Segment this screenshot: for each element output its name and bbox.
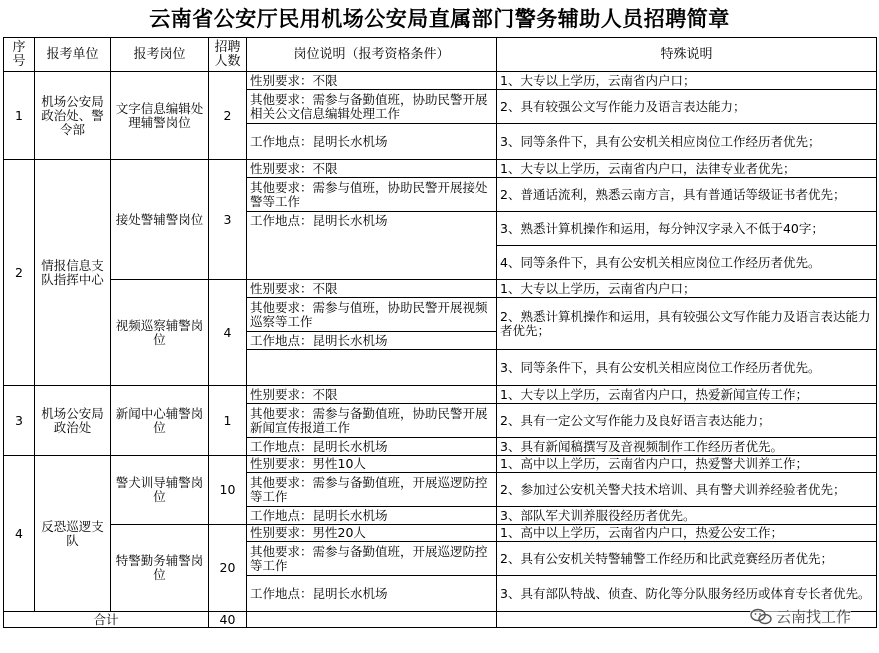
position-count: 1 <box>209 386 247 456</box>
special-item: 3、部队军犬训养服役经历者优先。 <box>497 507 877 525</box>
position-gender: 性别要求：男性20人 <box>247 525 497 542</box>
position-count: 10 <box>209 456 247 525</box>
group-unit: 机场公安局政治处 <box>35 386 111 456</box>
position-location: 工作地点：昆明长水机场 <box>247 507 497 525</box>
special-item: 1、大专以上学历，云南省内户口； <box>497 72 877 90</box>
group-unit: 机场公安局政治处、警令部 <box>35 72 111 160</box>
total-label: 合计 <box>4 612 209 628</box>
position-name: 文字信息编辑处理辅警岗位 <box>111 72 209 160</box>
position-other: 其他要求：需参与备勤值班，协助民警开展相关公文信息编辑处理工作 <box>247 90 497 124</box>
position-location: 工作地点：昆明长水机场 <box>247 124 497 160</box>
header-unit: 报考单位 <box>35 38 111 72</box>
special-item: 2、普通话流利，熟悉云南方言，具有普通话等级证书者优先； <box>497 178 877 212</box>
recruitment-table <box>3 37 877 628</box>
special-item: 2、具有一定公文写作能力及良好语言表达能力； <box>497 404 877 438</box>
position-location: 工作地点：昆明长水机场 <box>247 576 497 612</box>
special-item: 1、高中以上学历，云南省内户口，热爱警犬训养工作； <box>497 456 877 473</box>
empty-cell <box>247 350 497 386</box>
page-title: 云南省公安厅民用机场公安局直属部门警务辅助人员招聘简章 <box>149 7 730 31</box>
special-item: 1、大专以上学历，云南省内户口，热爱新闻宣传工作； <box>497 386 877 404</box>
position-location: 工作地点：昆明长水机场 <box>247 332 497 350</box>
position-other: 其他要求：需参与备勤值班，开展巡逻防控等工作 <box>247 473 497 507</box>
position-location: 工作地点：昆明长水机场 <box>247 438 497 456</box>
position-count: 3 <box>209 160 247 280</box>
position-name: 警犬训导辅警岗位 <box>111 456 209 525</box>
group-unit: 情报信息支队指挥中心 <box>35 160 111 386</box>
special-item: 1、大专以上学历，云南省内户口，法律专业者优先； <box>497 160 877 178</box>
special-item: 2、具有较强公文写作能力及语言表达能力； <box>497 90 877 124</box>
header-row <box>4 38 877 72</box>
header-position: 报考岗位 <box>111 38 209 72</box>
header-seq: 序号 <box>4 38 35 72</box>
watermark-text: 云南找工作 <box>775 608 851 626</box>
position-count: 2 <box>209 72 247 160</box>
group-seq: 3 <box>4 386 35 456</box>
wechat-icon <box>750 608 772 626</box>
position-name: 特警勤务辅警岗位 <box>111 525 209 612</box>
special-item: 3、熟悉计算机操作和运用，每分钟汉字录入不低于40字； <box>497 212 877 246</box>
position-other: 其他要求：需参与备勤值班，协助民警开展新闻宣传报道工作 <box>247 404 497 438</box>
position-gender: 性别要求：不限 <box>247 386 497 404</box>
header-special: 特殊说明 <box>497 38 877 72</box>
special-item: 1、高中以上学历，云南省内户口，热爱公安工作； <box>497 525 877 542</box>
group-seq: 2 <box>4 160 35 386</box>
special-item: 3、同等条件下，具有公安机关相应岗位工作经历者优先。 <box>497 350 877 386</box>
position-location: 工作地点：昆明长水机场 <box>247 212 497 280</box>
special-item: 1、大专以上学历，云南省内户口； <box>497 280 877 298</box>
table-row <box>4 456 877 473</box>
position-gender: 性别要求：男性10人 <box>247 456 497 473</box>
header-desc: 岗位说明（报考资格条件） <box>247 38 497 72</box>
position-gender: 性别要求：不限 <box>247 280 497 298</box>
position-other: 其他要求：需参与值班，协助民警开展接处警等工作 <box>247 178 497 212</box>
group-seq: 1 <box>4 72 35 160</box>
position-count: 4 <box>209 280 247 386</box>
total-count: 40 <box>209 612 247 628</box>
position-gender: 性别要求：不限 <box>247 72 497 90</box>
table-row <box>4 525 877 542</box>
table-row <box>4 72 877 90</box>
position-other: 其他要求：需参与值班，协助民警开展视频巡察等工作 <box>247 298 497 332</box>
total-row <box>4 612 877 628</box>
special-item: 3、具有新闻稿撰写及音视频制作工作经历者优先。 <box>497 438 877 456</box>
position-count: 20 <box>209 525 247 612</box>
table-row <box>4 386 877 404</box>
special-item: 2、参加过公安机关警犬技术培训、具有警犬训养经验者优先； <box>497 473 877 507</box>
table-row <box>4 280 877 298</box>
group-unit: 反恐巡逻支队 <box>35 456 111 612</box>
special-item: 2、熟悉计算机操作和运用，具有较强公文写作能力及语言表达能力者优先； <box>497 298 877 350</box>
header-count: 招聘人数 <box>209 38 247 72</box>
position-name: 新闻中心辅警岗位 <box>111 386 209 456</box>
group-seq: 4 <box>4 456 35 612</box>
table-row <box>4 160 877 178</box>
watermark <box>750 606 851 627</box>
special-item: 4、同等条件下，具有公安机关相应岗位工作经历者优先。 <box>497 246 877 280</box>
position-name: 视频巡察辅警岗位 <box>111 280 209 386</box>
special-item: 3、具有部队特战、侦查、防化等分队服务经历或体育专长者优先。 <box>497 576 877 612</box>
position-gender: 性别要求：不限 <box>247 160 497 178</box>
position-other: 其他要求：需参与备勤值班，开展巡逻防控等工作 <box>247 542 497 576</box>
empty-cell <box>247 612 497 628</box>
special-item: 3、同等条件下，具有公安机关相应岗位工作经历者优先； <box>497 124 877 160</box>
special-item: 2、具有公安机关特警辅警工作经历和比武竞赛经历者优先； <box>497 542 877 576</box>
position-name: 接处警辅警岗位 <box>111 160 209 280</box>
